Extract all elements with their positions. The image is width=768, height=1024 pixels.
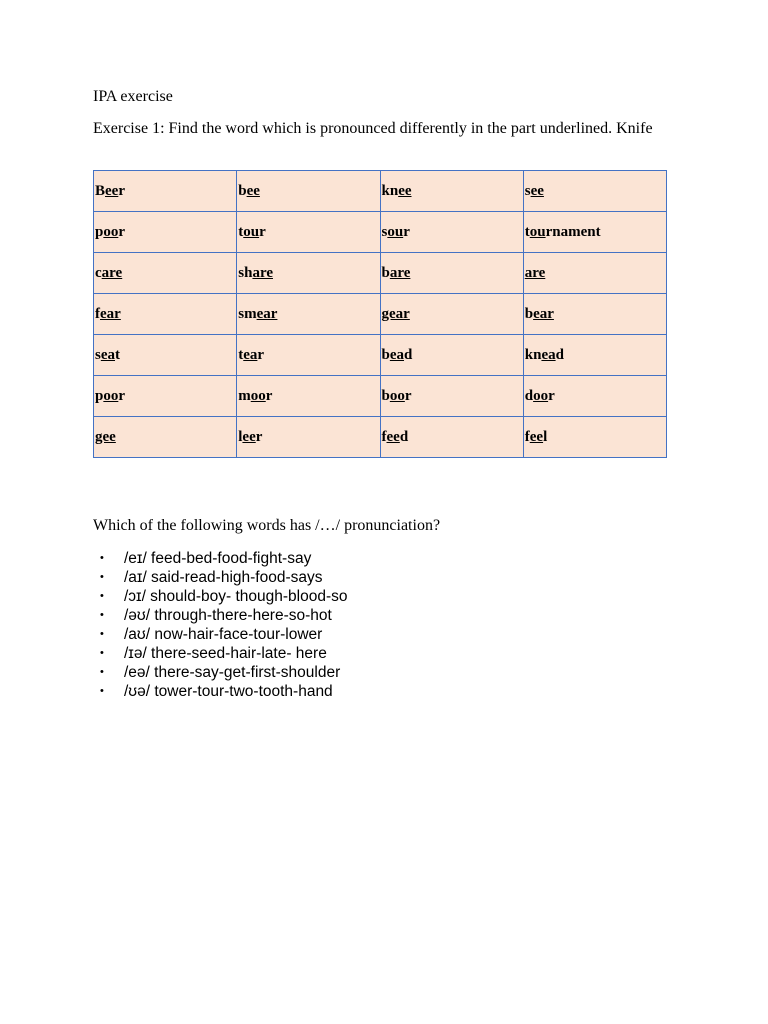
word-part: f [524, 428, 530, 445]
list-item-text: /aɪ/ said-read-high-food-says [124, 569, 323, 586]
word-part: m [238, 387, 251, 404]
word-part: B [95, 182, 106, 199]
list-item [93, 549, 348, 568]
table-row [94, 212, 667, 253]
word-cell [380, 294, 523, 335]
underlined-part: oo [533, 387, 549, 404]
bullet-icon: • [100, 609, 104, 621]
underlined-part: oo [389, 387, 405, 404]
list-item-text: /ɔɪ/ should-boy- though-blood-so [124, 588, 348, 605]
word-cell [380, 417, 523, 458]
bullet-icon: • [100, 647, 104, 659]
ipa-list [93, 549, 348, 701]
word-part: l [543, 428, 548, 445]
exercise-2-question: Which of the following words has /…/ pronunciation? [93, 517, 441, 534]
list-item-text: /ɪə/ there-seed-hair-late- here [124, 645, 327, 662]
exercise-1-instruction: Exercise 1: Find the word which is pronounced differently in the part underlined. Knife [93, 120, 653, 137]
bullet-icon: • [100, 590, 104, 602]
word-part: d [399, 428, 409, 445]
word-cell [237, 376, 380, 417]
word-part: sm [238, 305, 257, 322]
word-part: d [555, 346, 564, 363]
word-part: rnament [545, 223, 601, 240]
word-part: b [381, 346, 390, 363]
list-item [93, 644, 348, 663]
table-row [94, 294, 667, 335]
word-cell [523, 417, 666, 458]
word-part: d [404, 346, 413, 363]
word-part: p [95, 387, 104, 404]
word-cell [380, 376, 523, 417]
word-part: kn [381, 182, 399, 199]
underlined-part: ee [398, 182, 412, 199]
underlined-part: ea [541, 346, 556, 363]
underlined-part: ee [105, 182, 119, 199]
word-cell [94, 171, 237, 212]
word-cell [237, 212, 380, 253]
word-cell [380, 171, 523, 212]
underlined-part: ou [529, 223, 546, 240]
table-row [94, 335, 667, 376]
list-item-text: /ʊə/ tower-tour-two-tooth-hand [124, 683, 333, 700]
list-item-text: /əʊ/ through-there-here-so-hot [124, 607, 332, 624]
word-cell [94, 294, 237, 335]
table-row [94, 417, 667, 458]
page-title: IPA exercise [93, 88, 173, 105]
word-cell [94, 376, 237, 417]
word-part: kn [524, 346, 542, 363]
underlined-part: ea [389, 346, 405, 363]
bullet-icon: • [100, 685, 104, 697]
underlined-part: ou [387, 223, 404, 240]
bullet-icon: • [100, 552, 104, 564]
underlined-part: gee [95, 428, 116, 445]
list-item-text: /eə/ there-say-get-first-shoulder [124, 664, 341, 681]
word-cell [94, 212, 237, 253]
underlined-part: ou [243, 223, 260, 240]
underlined-part: ee [529, 428, 544, 445]
underlined-part: ear [100, 305, 121, 322]
table-row [94, 376, 667, 417]
word-part: r [118, 182, 126, 199]
list-item-text: /eɪ/ feed-bed-food-fight-say [124, 550, 312, 567]
word-cell [523, 376, 666, 417]
list-item [93, 663, 348, 682]
word-part: b [381, 264, 390, 281]
underlined-part: ee [386, 428, 400, 445]
word-cell [94, 335, 237, 376]
underlined-part: ea [100, 346, 116, 363]
word-part: c [95, 264, 102, 281]
underlined-part: gear [381, 305, 410, 322]
word-cell [237, 335, 380, 376]
word-cell [237, 171, 380, 212]
table-row [94, 253, 667, 294]
underlined-part: are [101, 264, 123, 281]
word-part: b [238, 182, 247, 199]
word-cell [237, 417, 380, 458]
bullet-icon: • [100, 571, 104, 583]
word-cell [237, 253, 380, 294]
word-part: b [524, 305, 534, 322]
word-part: s [381, 223, 388, 240]
word-cell [94, 253, 237, 294]
word-cell [380, 253, 523, 294]
underlined-part: ear [533, 305, 554, 322]
word-part: t [115, 346, 121, 363]
word-part: t [524, 223, 530, 240]
word-part: t [238, 346, 244, 363]
word-cell [523, 253, 666, 294]
word-part: r [265, 387, 273, 404]
word-cell [523, 294, 666, 335]
word-part: r [118, 387, 126, 404]
word-part: t [238, 223, 244, 240]
word-part: r [259, 223, 266, 240]
underlined-part: are [389, 264, 411, 281]
word-cell [380, 212, 523, 253]
word-part: r [404, 387, 412, 404]
underlined-part: oo [103, 387, 119, 404]
word-part: s [95, 346, 101, 363]
word-cell [237, 294, 380, 335]
word-cell [380, 335, 523, 376]
list-item [93, 625, 348, 644]
word-part: l [238, 428, 243, 445]
underlined-part: oo [250, 387, 266, 404]
list-item [93, 682, 348, 701]
word-cell [523, 171, 666, 212]
table-row [94, 171, 667, 212]
underlined-part: are [252, 264, 273, 281]
word-part: s [524, 182, 531, 199]
underlined-part: ee [242, 428, 256, 445]
underlined-part: ear [256, 305, 278, 322]
underlined-part: ee [530, 182, 544, 199]
word-part: r [118, 223, 126, 240]
underlined-part: ea [243, 346, 258, 363]
word-cell [94, 417, 237, 458]
list-item [93, 568, 348, 587]
list-item-text: /aʊ/ now-hair-face-tour-lower [124, 626, 323, 643]
word-cell [523, 335, 666, 376]
word-table [93, 170, 667, 458]
word-cell [523, 212, 666, 253]
word-part: r [257, 346, 265, 363]
word-part: r [255, 428, 263, 445]
underlined-part: oo [103, 223, 119, 240]
word-part: f [95, 305, 100, 322]
word-part: d [524, 387, 534, 404]
word-part: sh [238, 264, 253, 281]
bullet-icon: • [100, 628, 104, 640]
word-part: r [403, 223, 410, 240]
list-item [93, 606, 348, 625]
bullet-icon: • [100, 666, 104, 678]
word-part: r [548, 387, 555, 404]
underlined-part: are [524, 264, 546, 281]
list-item [93, 587, 348, 606]
word-part: b [381, 387, 390, 404]
word-part: p [95, 223, 104, 240]
word-part: f [381, 428, 387, 445]
underlined-part: ee [246, 182, 260, 199]
